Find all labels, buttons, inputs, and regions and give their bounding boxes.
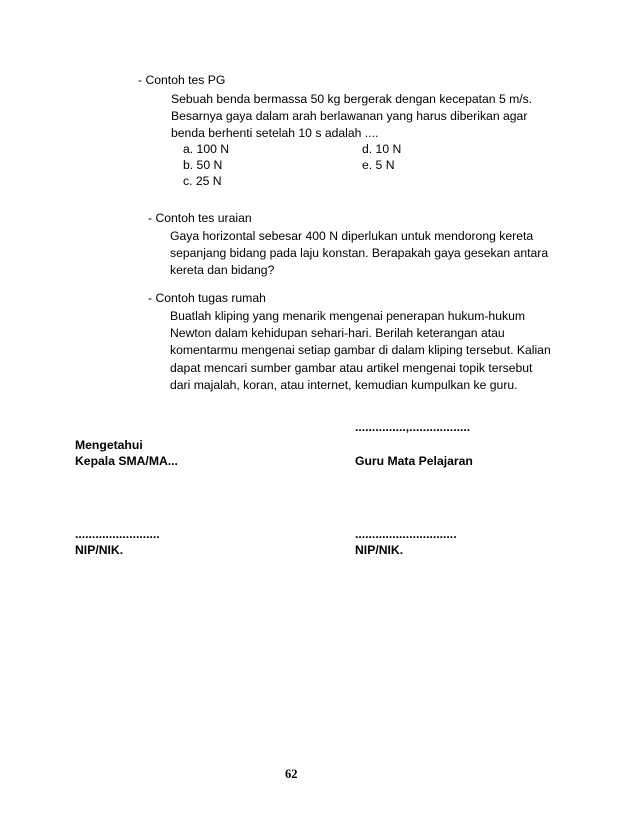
left-signature-dots: .........................: [75, 527, 160, 541]
right-nip-label: NIP/NIK.: [355, 543, 404, 557]
pg-heading: - Contoh tes PG: [138, 73, 226, 87]
date-line: ...............,..................: [355, 420, 471, 434]
uraian-line: Gaya horizontal sebesar 400 N diperlukan untuk mendorong kereta: [170, 229, 534, 243]
kepala-label: Kepala SMA/MA...: [75, 454, 178, 468]
pg-question: [171, 91, 532, 143]
pg-option-c: c. 25 N: [183, 174, 222, 188]
page-number: 62: [285, 767, 298, 781]
uraian-heading: - Contoh tes uraian: [148, 211, 252, 225]
uraian-line: sepanjang bidang pada laju konstan. Berapakah gaya gesekan antara: [170, 246, 549, 261]
pg-option-b: b. 50 N: [183, 158, 223, 172]
tugas-line: Buatlah kliping yang menarik mengenai penerapan hukum-hukum: [170, 309, 526, 323]
left-nip-label: NIP/NIK.: [75, 543, 124, 557]
tugas-line: dari majalah, koran, atau internet, kemudian kumpulkan ke guru.: [170, 377, 518, 392]
uraian-text: [170, 228, 548, 280]
right-signature-dots: ..............................: [355, 527, 457, 541]
tugas-line: komentarmu mengenai setiap gambar di dalam kliping tersebut. Kalian: [170, 343, 551, 358]
uraian-line: kereta dan bidang?: [170, 263, 275, 278]
pg-option-a: a. 100 N: [183, 142, 230, 156]
pg-question-line: Besarnya gaya dalam arah berlawanan yang harus diberikan agar: [171, 109, 528, 124]
pg-question-line: benda berhenti setelah 10 s adalah ....: [171, 126, 379, 141]
tugas-line: Newton dalam kehidupan sehari-hari. Berilah keterangan atau: [170, 326, 505, 341]
pg-option-d: d. 10 N: [362, 142, 402, 156]
tugas-heading: - Contoh tugas rumah: [148, 291, 266, 305]
mengetahui-label: Mengetahui: [75, 438, 143, 452]
pg-question-line: Sebuah benda bermassa 50 kg bergerak dengan kecepatan 5 m/s.: [171, 92, 533, 106]
pg-option-e: e. 5 N: [362, 158, 395, 172]
tugas-line: dapat mencari sumber gambar atau artikel mengenai topik tersebut: [170, 360, 533, 375]
tugas-text: [170, 308, 551, 394]
guru-label: Guru Mata Pelajaran: [355, 454, 473, 468]
